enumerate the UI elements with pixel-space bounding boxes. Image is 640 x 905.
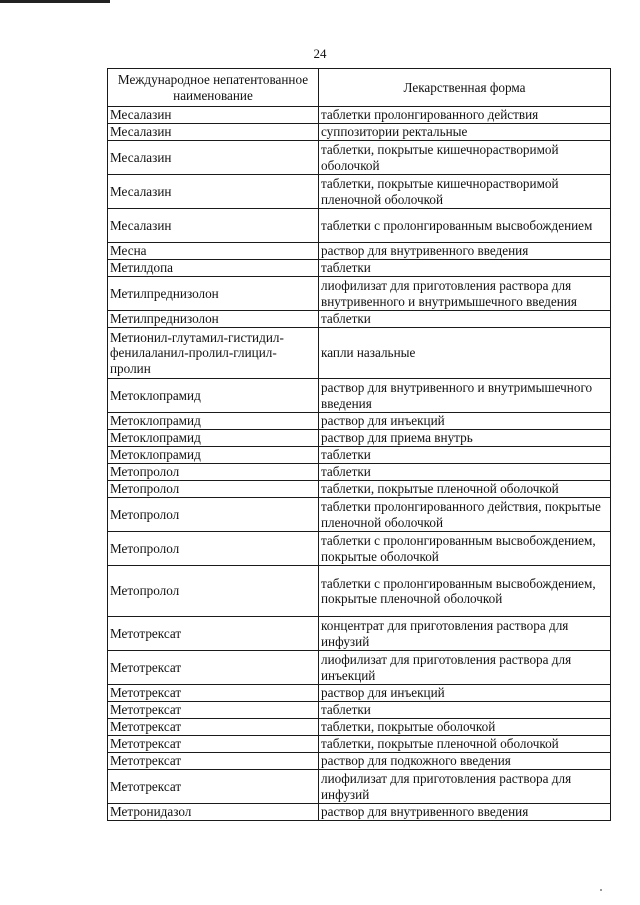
table-row bbox=[108, 141, 611, 175]
cell-form: таблетки bbox=[319, 464, 611, 481]
cell-form: таблетки пролонгированного действия, покрытые пленочной оболочкой bbox=[319, 498, 611, 532]
table-row bbox=[108, 532, 611, 566]
cell-inn: Метионил-глутамил-гистидил-фенилаланил-пролил-глицил-пролин bbox=[108, 328, 319, 379]
table-row bbox=[108, 566, 611, 617]
cell-inn: Метопролол bbox=[108, 566, 319, 617]
table-row bbox=[108, 175, 611, 209]
cell-inn: Метопролол bbox=[108, 532, 319, 566]
cell-inn: Метопролол bbox=[108, 481, 319, 498]
cell-inn: Метотрексат bbox=[108, 685, 319, 702]
cell-inn: Метопролол bbox=[108, 498, 319, 532]
cell-form: таблетки, покрытые кишечнорастворимой пленочной оболочкой bbox=[319, 175, 611, 209]
cell-inn: Метилдопа bbox=[108, 260, 319, 277]
cell-inn: Метотрексат bbox=[108, 719, 319, 736]
table-row bbox=[108, 719, 611, 736]
cell-inn: Месалазин bbox=[108, 124, 319, 141]
cell-form: лиофилизат для приготовления раствора для инъекций bbox=[319, 651, 611, 685]
cell-form: таблетки bbox=[319, 702, 611, 719]
table-row bbox=[108, 260, 611, 277]
table-row bbox=[108, 498, 611, 532]
cell-inn: Метотрексат bbox=[108, 736, 319, 753]
cell-inn: Месалазин bbox=[108, 209, 319, 243]
cell-form: раствор для инъекций bbox=[319, 685, 611, 702]
cell-form: таблетки, покрытые оболочкой bbox=[319, 719, 611, 736]
cell-form: таблетки, покрытые кишечнорастворимой оболочкой bbox=[319, 141, 611, 175]
cell-inn: Метотрексат bbox=[108, 651, 319, 685]
cell-form: раствор для подкожного введения bbox=[319, 753, 611, 770]
cell-inn: Метилпреднизолон bbox=[108, 311, 319, 328]
cell-form: раствор для приема внутрь bbox=[319, 430, 611, 447]
table-row bbox=[108, 107, 611, 124]
table-row bbox=[108, 243, 611, 260]
cell-inn: Метоклопрамид bbox=[108, 413, 319, 430]
table-row bbox=[108, 277, 611, 311]
table-row bbox=[108, 124, 611, 141]
cell-inn: Месна bbox=[108, 243, 319, 260]
table-row bbox=[108, 447, 611, 464]
cell-form: таблетки bbox=[319, 311, 611, 328]
table-row bbox=[108, 328, 611, 379]
table-header-row bbox=[108, 69, 611, 107]
cell-form: таблетки bbox=[319, 260, 611, 277]
cell-form: капли назальные bbox=[319, 328, 611, 379]
cell-form: таблетки, покрытые пленочной оболочкой bbox=[319, 481, 611, 498]
page-number: 24 bbox=[313, 46, 327, 61]
scan-edge-mark bbox=[0, 0, 110, 3]
table-row bbox=[108, 617, 611, 651]
cell-inn: Метилпреднизолон bbox=[108, 277, 319, 311]
cell-form: раствор для внутривенного введения bbox=[319, 804, 611, 821]
cell-inn: Метотрексат bbox=[108, 753, 319, 770]
scan-speck bbox=[600, 889, 602, 891]
table-row bbox=[108, 430, 611, 447]
table-row bbox=[108, 685, 611, 702]
cell-inn: Месалазин bbox=[108, 107, 319, 124]
table-row bbox=[108, 770, 611, 804]
table-row bbox=[108, 753, 611, 770]
cell-form: концентрат для приготовления раствора для инфузий bbox=[319, 617, 611, 651]
table-row bbox=[108, 209, 611, 243]
table-row bbox=[108, 804, 611, 821]
cell-form: раствор для внутривенного введения bbox=[319, 243, 611, 260]
table-row bbox=[108, 651, 611, 685]
table-row bbox=[108, 736, 611, 753]
cell-inn: Месалазин bbox=[108, 175, 319, 209]
header-inn: Международное непатентованное наименование bbox=[108, 69, 319, 107]
cell-inn: Метоклопрамид bbox=[108, 379, 319, 413]
table-row bbox=[108, 464, 611, 481]
cell-inn: Месалазин bbox=[108, 141, 319, 175]
header-dosage-form: Лекарственная форма bbox=[319, 69, 611, 107]
cell-form: лиофилизат для приготовления раствора для инфузий bbox=[319, 770, 611, 804]
cell-inn: Метопролол bbox=[108, 464, 319, 481]
cell-form: таблетки с пролонгированным высвобождением bbox=[319, 209, 611, 243]
cell-inn: Метоклопрамид bbox=[108, 447, 319, 464]
table-row bbox=[108, 702, 611, 719]
cell-form: таблетки bbox=[319, 447, 611, 464]
cell-form: таблетки с пролонгированным высвобождением, покрытые оболочкой bbox=[319, 532, 611, 566]
table-row bbox=[108, 481, 611, 498]
cell-form: раствор для инъекций bbox=[319, 413, 611, 430]
cell-inn: Метотрексат bbox=[108, 770, 319, 804]
cell-form: лиофилизат для приготовления раствора для внутривенного и внутримышечного введения bbox=[319, 277, 611, 311]
cell-form: раствор для внутривенного и внутримышечного введения bbox=[319, 379, 611, 413]
cell-form: таблетки с пролонгированным высвобождением, покрытые пленочной оболочкой bbox=[319, 566, 611, 617]
cell-inn: Метоклопрамид bbox=[108, 430, 319, 447]
drug-forms-table bbox=[107, 68, 611, 821]
cell-inn: Метотрексат bbox=[108, 617, 319, 651]
table-row bbox=[108, 413, 611, 430]
cell-inn: Метотрексат bbox=[108, 702, 319, 719]
table-row bbox=[108, 311, 611, 328]
cell-form: таблетки пролонгированного действия bbox=[319, 107, 611, 124]
cell-inn: Метронидазол bbox=[108, 804, 319, 821]
cell-form: суппозитории ректальные bbox=[319, 124, 611, 141]
table-row bbox=[108, 379, 611, 413]
cell-form: таблетки, покрытые пленочной оболочкой bbox=[319, 736, 611, 753]
